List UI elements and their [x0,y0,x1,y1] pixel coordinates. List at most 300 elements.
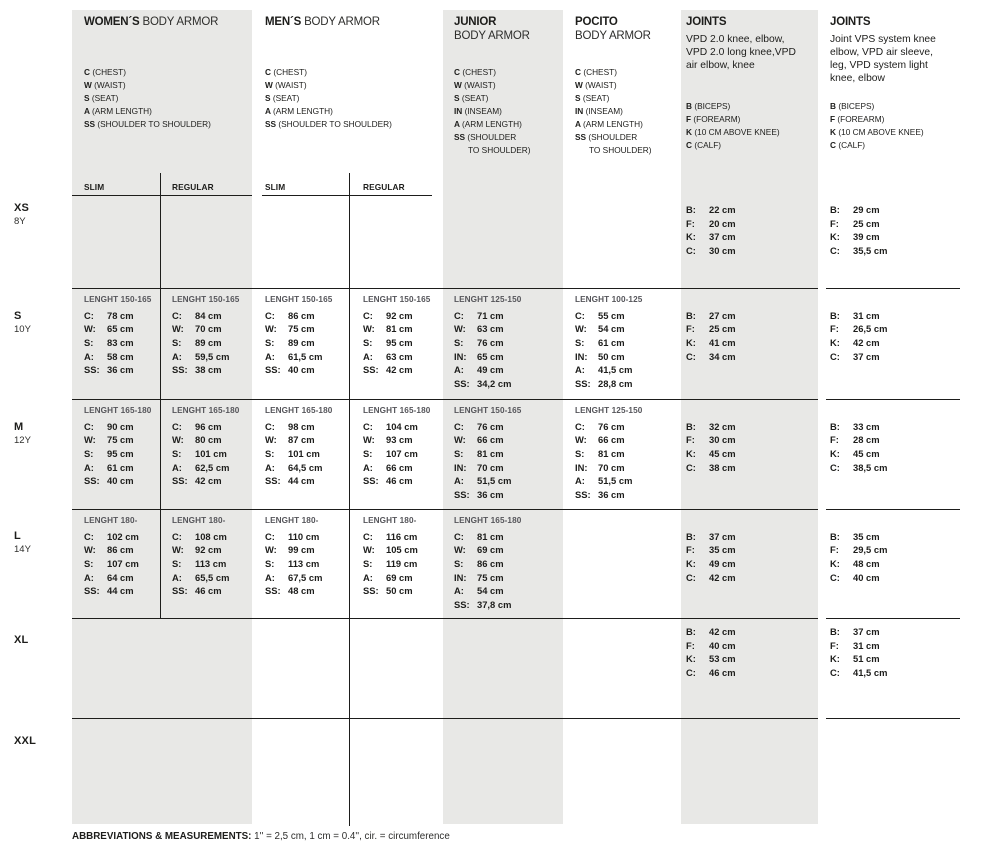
measure-value: 46 cm [386,475,413,487]
measurement-line [686,571,736,585]
measure-key: SS: [575,378,591,390]
measure-value: 70 cm [195,323,222,335]
measure-value: 33 cm [853,420,880,432]
legend-key: SS [454,132,468,142]
legend-key: S [84,93,92,103]
measure-key: S: [84,558,94,569]
measure-value: 42 cm [709,571,736,583]
measure-value: 75 cm [107,434,134,446]
measure-key: A: [172,571,182,583]
measure-key: C: [265,530,275,542]
measurement-line [575,447,642,461]
measurement-line [686,350,736,364]
measurement-cell [84,516,139,598]
measure-key: IN: [454,571,467,583]
measure-key: C: [265,309,275,321]
legend-key: W [84,80,95,90]
legend-key: B [686,101,695,111]
measurement-line [363,336,430,350]
measure-value: 86 cm [477,558,504,569]
measurement-line [454,433,521,447]
measurement-line [830,322,887,336]
measure-key: S: [265,558,275,569]
legend-line: IN (INSEAM) [575,106,623,116]
legend-key: C [265,67,274,77]
measure-value: 87 cm [288,434,315,446]
measurement-cell [84,295,151,377]
legend-line: B (BICEPS) [830,101,875,111]
measure-value: 48 cm [853,558,880,569]
measure-value: 29,5 cm [853,544,888,556]
measure-key: A: [84,571,94,583]
measurement-line [84,420,151,434]
measure-key: SS: [172,585,188,597]
measurement-line [172,447,239,461]
measure-value: 39 cm [853,231,880,243]
measurement-line [575,309,642,323]
measure-value: 89 cm [195,337,222,348]
legend-line: SS (SHOULDER TO SHOULDER) [84,119,211,129]
measure-key: C: [686,245,696,257]
measure-value: 65 cm [107,323,134,335]
row-divider [72,718,818,719]
measure-value: 70 cm [598,461,625,473]
measure-value: 75 cm [288,323,315,335]
measurement-cell [686,295,736,363]
measurement-line [686,322,736,336]
measurement-line [172,363,239,377]
legend-key: W [265,80,276,90]
length-spacer [686,406,736,420]
measure-value: 37 cm [709,530,736,542]
legend-line: SS (SHOULDER [575,132,638,142]
measurement-line [830,433,887,447]
measurement-line [454,336,521,350]
measure-key: B: [830,204,840,215]
measure-key: IN: [454,461,467,473]
row-size: L [14,530,21,542]
measure-key: SS: [265,364,281,376]
measurement-line [830,420,887,434]
measurement-line [84,584,139,598]
measurement-line [84,461,151,475]
measure-value: 81 cm [477,448,504,459]
row-size: M [14,421,24,433]
measurement-line [830,217,887,231]
measure-value: 92 cm [386,309,413,321]
measure-value: 36 cm [477,489,504,501]
measure-key: A: [363,350,373,362]
measure-value: 76 cm [598,420,625,432]
measurement-line [172,557,229,571]
measure-value: 99 cm [288,544,315,556]
row-age: 8Y [14,216,26,227]
measure-value: 37 cm [853,626,880,637]
junior-title: JUNIOR BODY ARMOR [454,16,530,42]
measure-key: F: [830,217,839,229]
measure-value: 95 cm [107,448,134,459]
measurement-line [172,350,239,364]
measure-key: IN: [575,461,588,473]
row-size: XXL [14,735,36,747]
measurement-line [454,584,521,598]
legend-key: W [575,80,586,90]
row-age: 12Y [14,435,31,446]
measurement-line [454,447,521,461]
length-range-label: LENGHT 165-180 [363,406,431,415]
measurement-cell [575,406,642,502]
measure-value: 96 cm [195,420,222,432]
measure-key: SS: [363,475,379,487]
subtitle-line: Joint VPS system knee [830,33,936,45]
measure-value: 113 cm [288,558,320,569]
row-divider [826,718,960,719]
measurement-line [84,433,151,447]
row-size: XS [14,202,30,214]
measure-key: S: [172,558,182,569]
measure-value: 53 cm [709,653,736,665]
measure-key: C: [830,245,840,257]
measurement-line [686,217,736,231]
measurement-line [363,363,430,377]
legend-key: C [575,67,584,77]
subtitle-line: VPD 2.0 knee, elbow, [686,33,785,45]
measurement-line [830,336,887,350]
measurement-line [363,350,430,364]
measurement-line [172,571,229,585]
measurement-line [172,420,239,434]
measure-value: 26,5 cm [853,323,888,335]
measure-key: SS: [172,364,188,376]
measurement-line [363,309,430,323]
measure-key: S: [84,448,94,459]
length-range-label: LENGHT 165-180 [454,516,522,525]
legend-key: A [575,119,583,129]
legend-key: S [454,93,462,103]
measurement-line [575,336,642,350]
measurement-cell [265,516,322,598]
length-range-label: LENGHT 150-165 [363,295,431,304]
measure-key: S: [172,337,182,348]
measurement-line [686,447,736,461]
legend-key: IN [575,106,586,116]
joints1-header [686,16,796,150]
measure-key: W: [265,434,277,446]
legend-line: C (CHEST) [265,67,307,77]
legend-key: C [686,140,695,150]
subtitle-line: knee, elbow [830,73,885,85]
measurement-line [830,639,887,653]
pocito-legend [575,66,652,157]
measurement-cell [575,295,642,391]
measure-key: SS: [265,585,281,597]
measure-key: C: [575,309,585,321]
measure-value: 62,5 cm [195,461,230,473]
measurement-line [575,433,642,447]
measure-value: 116 cm [386,530,418,542]
legend-line: IN (INSEAM) [454,106,502,116]
measurement-line [363,447,430,461]
measure-value: 38,5 cm [853,461,888,473]
measure-value: 35,5 cm [853,245,888,257]
measure-key: C: [686,350,696,362]
measure-value: 28,8 cm [598,378,633,390]
measure-key: A: [454,585,464,597]
measurement-line [265,322,332,336]
measure-key: K: [830,558,840,569]
measure-key: A: [575,475,585,487]
length-spacer [830,516,887,530]
measure-key: A: [265,350,275,362]
measurement-line [265,474,332,488]
measure-value: 105 cm [386,544,418,556]
measurement-line [265,363,332,377]
row-size: S [14,310,22,322]
measure-value: 75 cm [477,571,504,583]
measure-value: 76 cm [477,337,504,348]
measure-key: F: [830,639,839,651]
measure-key: SS: [363,585,379,597]
subtitle-line: leg, VPD system light [830,59,928,71]
measurement-line [265,557,322,571]
measurement-line [265,433,332,447]
measure-value: 51,5 cm [598,475,633,487]
measure-value: 49 cm [477,364,504,376]
length-range-label: LENGHT 125-150 [575,406,643,415]
legend-line: S (SEAT) [265,93,300,103]
measure-value: 45 cm [709,448,736,459]
measure-key: A: [84,350,94,362]
variant-underline [262,195,432,196]
measurement-cell [172,295,239,377]
measure-value: 48 cm [288,585,315,597]
measure-key: K: [686,448,696,459]
measure-key: W: [84,544,96,556]
measure-key: S: [363,337,373,348]
legend-key: SS [265,119,279,129]
measure-value: 108 cm [195,530,227,542]
measure-key: A: [265,461,275,473]
measurement-cell [830,516,887,584]
measure-value: 31 cm [853,309,880,321]
measure-key: C: [830,667,840,679]
measure-value: 38 cm [195,364,222,376]
measurement-line [575,488,642,502]
measurement-cell [454,516,521,612]
measurement-line [265,420,332,434]
row-divider [826,399,960,400]
measure-value: 65,5 cm [195,571,230,583]
measurement-line [84,336,151,350]
measure-key: S: [454,448,464,459]
measurement-line [686,309,736,323]
measure-value: 44 cm [107,585,134,597]
legend-line: A (ARM LENGTH) [575,119,643,129]
legend-line: K (10 CM ABOVE KNEE) [830,127,924,137]
measure-key: A: [454,364,464,376]
measurement-line [172,530,229,544]
measure-key: F: [686,217,695,229]
measurement-line [575,350,642,364]
measurement-line [575,461,642,475]
measurement-line [84,474,151,488]
measure-value: 32 cm [709,420,736,432]
measure-value: 69 cm [386,571,413,583]
measurement-line [454,420,521,434]
joints2-title: JOINTS [830,16,871,28]
measure-key: C: [172,530,182,542]
measurement-line [686,666,736,680]
measure-value: 65 cm [477,350,504,362]
measurement-line [265,336,332,350]
legend-line: C (CHEST) [84,67,126,77]
measure-key: C: [363,530,373,542]
measurement-line [363,584,418,598]
measure-value: 35 cm [709,544,736,556]
measurement-line [454,363,521,377]
measure-key: K: [686,558,696,569]
mens-legend [265,66,392,131]
measurement-line [363,571,418,585]
measure-key: C: [363,420,373,432]
measurement-line [265,530,322,544]
junior-header [454,16,531,155]
measure-value: 66 cm [598,434,625,446]
measure-value: 83 cm [107,337,134,348]
measure-key: C: [686,461,696,473]
measurement-cell [830,406,887,474]
measure-value: 30 cm [709,245,736,257]
measure-key: C: [454,420,464,432]
legend-line: C (CALF) [830,140,866,150]
measurement-line [454,557,521,571]
measure-value: 113 cm [195,558,227,569]
measure-key: W: [363,323,375,335]
legend-line: W (WAIST) [265,80,307,90]
measure-value: 37 cm [853,350,880,362]
measure-value: 22 cm [709,204,736,215]
measure-key: C: [84,309,94,321]
measure-key: F: [686,323,695,335]
measurement-line [830,309,887,323]
measure-key: B: [686,530,696,542]
womens-title: WOMEN´S BODY ARMOR [84,16,219,28]
measure-key: A: [363,571,373,583]
measurement-line [172,543,229,557]
legend-key: A [84,106,92,116]
measurement-line [84,530,139,544]
row-label [14,202,29,227]
measurement-line [686,336,736,350]
measure-key: SS: [84,364,100,376]
measure-key: A: [84,461,94,473]
measurement-line [686,230,736,244]
measure-value: 66 cm [477,434,504,446]
subtitle-line: elbow, VPD air sleeve, [830,46,934,58]
measure-key: A: [265,571,275,583]
measurement-line [830,666,887,680]
measure-value: 81 cm [477,530,504,542]
measurement-line [575,363,642,377]
measure-key: W: [172,323,184,335]
measure-key: W: [454,544,466,556]
legend-line: C (CHEST) [454,67,496,77]
mens-slim-regular-divider [349,173,350,826]
measure-key: K: [830,231,840,243]
measure-key: K: [830,448,840,459]
joints1-title: JOINTS [686,16,727,28]
measurement-line [686,244,736,258]
legend-line: C (CALF) [686,140,722,150]
measure-key: B: [686,309,696,321]
measurement-cell [265,406,332,488]
measurement-line [172,309,239,323]
measure-key: W: [84,434,96,446]
row-label [14,310,31,335]
legend-line: A (ARM LENGTH) [265,106,333,116]
legend-line: A (ARM LENGTH) [84,106,152,116]
legend-line: B (BICEPS) [686,101,731,111]
measure-value: 34,2 cm [477,378,512,390]
measure-key: W: [172,434,184,446]
measure-key: C: [830,571,840,583]
measure-key: F: [686,639,695,651]
measure-key: B: [686,204,696,215]
legend-key: F [686,114,694,124]
measurement-line [830,543,887,557]
measurement-line [830,350,887,364]
measurement-line [363,461,430,475]
measurement-line [575,474,642,488]
measure-key: W: [84,323,96,335]
measure-key: SS: [84,585,100,597]
measurement-line [363,420,430,434]
measure-key: C: [686,667,696,679]
measure-key: SS: [363,364,379,376]
length-range-label: LENGHT 180- [363,516,417,525]
measurement-line [830,557,887,571]
measure-value: 50 cm [598,350,625,362]
measure-value: 49 cm [709,558,736,569]
measure-value: 34 cm [709,350,736,362]
measure-value: 36 cm [598,489,625,501]
measure-key: IN: [575,350,588,362]
measure-key: K: [686,653,696,665]
measure-value: 76 cm [477,420,504,432]
measure-value: 51 cm [853,653,880,665]
legend-line: W (WAIST) [575,80,617,90]
measurement-line [84,350,151,364]
measure-key: SS: [454,599,470,611]
legend-line: S (SEAT) [454,93,489,103]
measure-key: W: [575,323,587,335]
legend-line: S (SEAT) [84,93,119,103]
row-divider [72,618,818,619]
measurement-line [265,571,322,585]
row-label [14,530,31,555]
measure-value: 64 cm [107,571,134,583]
legend-line: F (FOREARM) [830,114,885,124]
row-age: 10Y [14,324,31,335]
measurement-line [172,584,229,598]
measure-key: A: [454,475,464,487]
legend-key: SS [84,119,98,129]
measure-value: 40 cm [853,571,880,583]
row-label [14,421,31,446]
measurement-line [172,336,239,350]
row-divider [72,288,818,289]
measure-value: 107 cm [107,558,139,569]
